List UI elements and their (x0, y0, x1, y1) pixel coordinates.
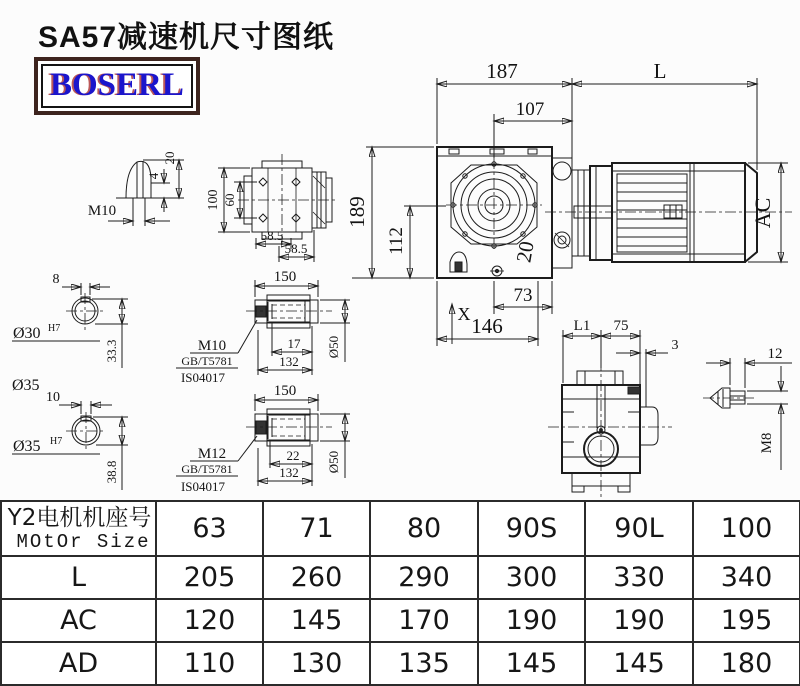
page-title: SA57减速机尺寸图纸 (38, 21, 335, 54)
dim-s1-std1: GB/T5781 (181, 354, 233, 368)
dim-s1-od: Ø35 (12, 377, 40, 394)
cell-AC-2: 170 (370, 599, 478, 642)
dim-tv-585a: 58.5 (260, 228, 284, 243)
dim-s1-bore-tol: H7 (48, 323, 61, 334)
dim-sv-75: 75 (613, 318, 629, 334)
cell-AD-4: 145 (585, 642, 693, 685)
dim-main-146: 146 (471, 314, 503, 338)
dim-tv-60: 60 (222, 193, 237, 207)
plug-detail-view (108, 160, 184, 226)
motor-size-label-en: MOtOr Size (16, 530, 151, 553)
cell-AD-5: 180 (693, 642, 800, 685)
size-col-90S: 90S (478, 501, 585, 556)
size-col-90L: 90L (585, 501, 693, 556)
cell-AD-2: 135 (370, 642, 478, 685)
dim-main-73: 73 (513, 285, 533, 306)
dim-bolt-12: 12 (767, 346, 783, 362)
dim-s2-key: 10 (46, 390, 60, 405)
size-col-63: 63 (156, 501, 263, 556)
gearbox-top-view (218, 154, 338, 262)
cell-AD-1: 130 (263, 642, 370, 685)
dim-main-AC: AC (750, 197, 775, 229)
dim-s2-bore: Ø35 (13, 438, 41, 455)
motor-size-label-cn: Y2电机机座号 (7, 504, 152, 531)
motor-dimension-table (0, 500, 800, 686)
cell-AC-3: 190 (478, 599, 585, 642)
reducer-end-view (548, 330, 672, 498)
dim-s1-height: 33.3 (104, 339, 119, 363)
cell-AC-4: 190 (585, 599, 693, 642)
row-label-AD: AD (1, 642, 156, 685)
dim-s1-17: 17 (287, 336, 301, 351)
dim-s2-22: 22 (286, 448, 300, 463)
row-label-AC: AC (1, 599, 156, 642)
cell-L-2: 290 (370, 556, 478, 599)
dim-s2-132: 132 (279, 465, 299, 480)
cell-L-4: 330 (585, 556, 693, 599)
dim-main-L: L (653, 59, 667, 83)
motor-size-header-cell (1, 501, 156, 556)
dim-main-107: 107 (515, 99, 545, 120)
dim-s1-thread: M10 (197, 338, 227, 354)
dim-main-187: 187 (486, 59, 518, 83)
cell-AC-5: 195 (693, 599, 800, 642)
size-col-80: 80 (370, 501, 478, 556)
size-col-71: 71 (263, 501, 370, 556)
dim-s2-bore-tol: H7 (50, 436, 63, 447)
dim-main-X: X (457, 304, 471, 324)
cell-AD-3: 145 (478, 642, 585, 685)
dim-tv-585b: 58.5 (284, 241, 308, 256)
cell-AC-1: 145 (263, 599, 370, 642)
dim-s1-d50: Ø50 (326, 335, 341, 359)
boserl-logo-text: BOSERL (41, 64, 193, 108)
dim-main-189: 189 (345, 196, 369, 228)
dim-s2-std2: IS04017 (180, 479, 226, 494)
dim-s2-thread: M12 (197, 446, 227, 462)
dim-plug-M10: M10 (87, 203, 117, 219)
table-row-L (1, 556, 800, 599)
dim-s1-132: 132 (279, 354, 299, 369)
cell-AD-0: 110 (156, 642, 263, 685)
dim-main-20: 20 (511, 239, 539, 265)
dim-sv-L1: L1 (573, 318, 591, 334)
dim-s1-bore: Ø30 (13, 325, 41, 342)
table-row-AC (1, 599, 800, 642)
dim-s2-std1: GB/T5781 (181, 462, 233, 476)
table-row-AD (1, 642, 800, 685)
size-col-100: 100 (693, 501, 800, 556)
dim-tv-100: 100 (206, 189, 221, 211)
dim-bolt-M8: M8 (759, 432, 775, 454)
dim-s2-150: 150 (273, 383, 297, 399)
dim-s1-std2: IS04017 (180, 370, 226, 385)
cell-AC-0: 120 (156, 599, 263, 642)
dim-sv-3: 3 (671, 338, 679, 353)
bolt-detail-view (703, 358, 792, 470)
cell-L-1: 260 (263, 556, 370, 599)
dim-plug-20: 20 (162, 151, 177, 165)
dim-s2-d50: Ø50 (326, 450, 341, 474)
cell-L-0: 205 (156, 556, 263, 599)
dim-s2-height: 38.8 (104, 460, 119, 484)
dim-s1-key: 8 (52, 272, 60, 287)
cell-L-3: 300 (478, 556, 585, 599)
table-header-row (1, 501, 800, 556)
dim-main-112: 112 (386, 227, 407, 255)
dim-s1-150: 150 (273, 269, 297, 285)
dim-plug-4: 4 (146, 172, 161, 180)
cell-L-5: 340 (693, 556, 800, 599)
row-label-L: L (1, 556, 156, 599)
